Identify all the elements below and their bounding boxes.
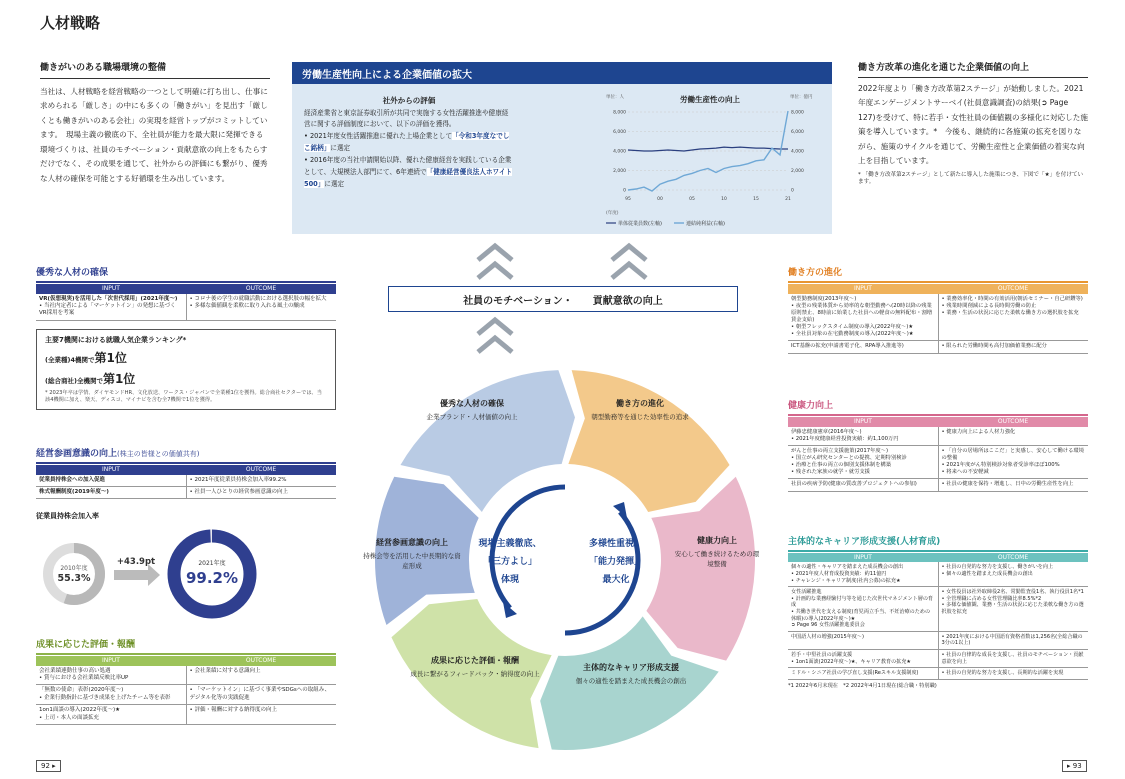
seg-talent	[412, 398, 532, 423]
x-tick-label: 95	[625, 197, 631, 202]
seg-work-sub: 朝型勤務等を通じた効率性の追求	[591, 413, 689, 421]
external-eval-body: 経済産業省と東京証券取引所が共同で実施する女性活躍推進や健康経営に関する評価制度において、以下の評価を獲得。	[304, 108, 509, 129]
rank1-big: 第1位	[94, 350, 127, 365]
mgmt-r2-in: 株式報酬制度(2019年度～)	[39, 489, 109, 496]
input-header: INPUT	[788, 553, 938, 563]
eval-r2-out: • 「マーケットイン」に基づく事業やSDGsへの取組み、デジタル化等の実践促進	[186, 685, 336, 705]
y-left-tick: 2,000	[613, 169, 626, 174]
health-table	[788, 417, 1088, 492]
career-r3-in: 中国語人材の増強(2015年度～)	[788, 631, 938, 649]
y-left-tick: 8,000	[613, 110, 626, 116]
eval-r1-in: 会社業績連動仕事の高い処遇 • 賞与における会社業績反映比率UP	[36, 666, 186, 685]
talent-r1-in-sub: • 当社内定者による「マーケットイン」の発想に基づくVR採用を考案	[39, 303, 176, 317]
y-right-tick: 6,000	[791, 130, 804, 135]
productivity-chart	[604, 90, 824, 232]
y-right-tick: 4,000	[791, 149, 804, 155]
eval-r2-in: 「無数の使命」表彰(2020年度～) • 企業行動指針に基づき成果を上げたチーム等を表彰	[36, 685, 186, 705]
career-r5-out: • 社員の自発的な努力を支援し、長期的な活躍を実現	[938, 668, 1088, 680]
y-left-tick: 6,000	[613, 130, 626, 135]
career-title: 主体的なキャリア形成支援(人材育成)	[788, 537, 941, 547]
ranking-title: 主要7機関における就職人気企業ランキング*	[45, 335, 187, 344]
health-r2-in: がんと仕事の両立支援施策(2017年度～) • 国立がん研究センターとの提携、定期特別検診 • 治療と仕事の両立の個別支援体制を構築 • 残された家族の就学・就労支援	[788, 445, 938, 479]
page-right-num: 93	[1072, 762, 1082, 770]
seg-talent-sub: 企業ブランド・人材価値の向上	[426, 413, 518, 421]
external-eval	[304, 94, 514, 191]
health-section	[788, 398, 1088, 492]
input-header: INPUT	[788, 284, 938, 294]
arrow-right-icon	[114, 564, 160, 586]
core-left-1: 現場主義徹底、	[478, 539, 542, 549]
work-r1-out: • 業務効率化・時間の有効活用(朝活セミナー・自己研鑽等) • 残業時間削減による長時間労働の防止 • 業務・生活の状況に応じた柔軟な働き方の選択肢を拡充	[938, 294, 1088, 341]
seg-work-title: 働き方の進化	[616, 399, 664, 408]
seg-career-title: 主体的なキャリア形成支援	[583, 663, 679, 672]
core-right-1: 多様性重視、	[588, 539, 643, 549]
eval-bullet2: • 2016年度の当社申請開始以降、優れた健康経営を実践している企業として、大規模法人部門にて、6年連続で	[304, 155, 512, 176]
donut-2021-value: 99.2%	[185, 569, 239, 587]
outcome-header: OUTCOME	[938, 417, 1088, 427]
talent-section	[36, 265, 336, 410]
rank2-pre: (総合商社)全機関で	[45, 376, 103, 385]
work-section	[788, 265, 1088, 354]
chart-ylabel-left: 単位：人	[606, 95, 624, 100]
up-chevrons-left	[470, 240, 520, 285]
mgmt-r2-out: • 社員一人ひとりの経営参画意識の向上	[186, 487, 336, 499]
right-note: * 「働き方改革第2ステージ」として新たに導入した施策につき、下図で「★」を付けています。	[858, 171, 1084, 186]
left-intro	[40, 60, 270, 186]
ranking-note: * 2023年卒は学情、ダイヤモンドHR、文化放送、ワークス・ジャパンで全業種1位を獲得。総合商社セクターでは、当該4機関に加え、楽天、ディスコ、マイナビを含む全7機関で1位を獲得。	[45, 389, 322, 403]
seg-work	[590, 398, 690, 423]
outcome-header: OUTCOME	[186, 284, 336, 294]
work-title: 働き方の進化	[788, 268, 843, 278]
y-right-tick: 0	[791, 188, 794, 194]
ranking-box	[36, 329, 336, 410]
outcome-header: OUTCOME	[938, 553, 1088, 563]
nadeshiko-highlight: 「令和3年度なでしこ銘柄」	[304, 132, 510, 153]
chart-title: 労働生産性の向上	[680, 95, 740, 104]
page-left-num: 92	[41, 762, 50, 770]
eval-section	[36, 637, 336, 725]
eval-bullet1-end: に選定	[330, 144, 351, 153]
y-left-tick: 0	[623, 188, 626, 194]
chart-x-hint: (年度)	[606, 211, 619, 216]
up-chevrons-right	[604, 240, 654, 285]
outcome-header: OUTCOME	[186, 465, 336, 475]
series-employees-line	[628, 147, 788, 151]
outcome-header: OUTCOME	[938, 284, 1088, 294]
diff-label: +43.9pt	[116, 557, 156, 567]
outcome-header: OUTCOME	[186, 656, 336, 666]
talent-r1-in-head: VR(仮想現実)を活用した「次世代採用」(2021年度～)	[39, 295, 178, 302]
mgmt-title: 経営参画意識の向上	[36, 449, 118, 459]
career-r4-in: 若手・中堅社員の活躍支援 • 1on1面談(2022年度～)★、キャリア教育の拡充★	[788, 650, 938, 668]
membership-donuts	[36, 528, 276, 623]
seg-talent-title: 優秀な人材の確保	[440, 399, 504, 408]
work-r2-out: • 限られた労働時間も高付加価値業務に配分	[938, 341, 1088, 353]
mgmt-r1-out: • 2021年度従業員持株会加入率99.2%	[186, 475, 336, 487]
talent-title: 優秀な人材の確保	[36, 268, 109, 278]
x-tick-label: 00	[657, 197, 663, 202]
eval-bullet1: • 2021年度女性活躍推進に優れた上場企業として	[304, 132, 453, 141]
x-tick-label: 10	[721, 197, 727, 202]
right-body: 2022年度より「働き方改革第2ステージ」が始動しました。2021年度エンゲージメントサーベイ(社員意識調査)の結果(➲ Page 127)を受けて、特に若手・女性社員の価値観の多様化に対応した施策を導入しています。* 今後も、継続的に各施策の拡充を図りながら、施策のサイクルを通じて、労働生産性と企業価値の着実な向上を目指しています。	[858, 84, 1088, 166]
x-tick-label: 05	[689, 197, 695, 202]
health-r3-in: 社員の疾病予防(健康の質改善プロジェクトへの参加)	[788, 479, 938, 491]
career-r1-out: • 社員の自発的な努力を支援し、働きがいを向上 • 個々の適性を踏まえた成長機会の創出	[938, 562, 1088, 586]
seg-mgmt	[362, 537, 462, 572]
health-title: 健康力向上	[788, 401, 834, 411]
core-left-text	[470, 535, 550, 589]
x-tick-label: 15	[753, 197, 759, 202]
eval-r1-out: • 会社業績に対する意識向上	[186, 666, 336, 685]
rate-title: 従業員持株会加入率	[36, 512, 99, 521]
eval-r3-in: 1on1面談の導入(2022年度～)★ • 上司・本人の面談拡充	[36, 705, 186, 725]
health-r3-out: • 社員の健康を保持・増進し、日中の労働生産性を向上	[938, 479, 1088, 491]
left-body: 当社は、人材戦略を経営戦略の一つとして明確に打ち出し、仕事に求められる「厳しさ」の中にも多くの「働きがい」を見出す「厳しくとも働きがいのある会社」の実現を経営トップがコミットしています。 現場主義の徹底の下、全社員が能力を最大限に発揮できる環境づくりは、社員のモチベーション・貢献意欲の向上をもたらすだけでなく、その成果を通じて、社外からの評価にも繋がり、優秀な人材の確保を可能とする好循環を生み出しています。	[40, 87, 268, 183]
page-number-left: 92 ▸	[36, 760, 61, 772]
career-table	[788, 553, 1088, 680]
career-section	[788, 534, 1088, 690]
mgmt-table	[36, 465, 336, 500]
seg-mgmt-title: 経営参画意識の向上	[376, 538, 448, 547]
core-left-3: 体現	[500, 575, 519, 585]
mgmt-r1-in: 従業員持株会への加入促進	[39, 476, 106, 483]
seg-eval	[410, 655, 540, 680]
career-r2-out: • 女性役員は社外取締役2名、常勤監査役1名、執行役員1名*1 • 全管理職に占める女性管理職比率8.5%*2 • 多様な価値観、業務・生活の状況に応じた柔軟な働き方の選択肢を拡充	[938, 587, 1088, 632]
value-box-title: 労働生産性向上による企業価値の拡大	[292, 62, 832, 84]
legend-employees: 単体従業員数(左軸)	[618, 221, 662, 227]
eval-bullet2-end: に選定	[324, 179, 345, 188]
core-right-3: 最大化	[602, 575, 630, 585]
seg-eval-sub: 成長に繋がるフィードバック・納得度の向上	[410, 670, 540, 678]
career-footnote: *1 2022年6月末現在 *2 2022年4月1日現在(総合職・特別職)	[788, 682, 937, 689]
white500-highlight: 「健康経営優良法人ホワイト500」	[304, 167, 513, 188]
y-right-tick: 2,000	[791, 169, 804, 174]
mgmt-subtitle: (株主の皆様との価値共有)	[117, 450, 200, 458]
right-intro	[858, 60, 1088, 187]
career-r3-out: • 2021年度における中国語有資格者数は1,256名(全総合職の3分の1以上)	[938, 631, 1088, 649]
seg-mgmt-sub: 持株会等を活用した中長期的な資産形成	[363, 552, 461, 570]
seg-health	[672, 535, 762, 570]
y-left-tick: 4,000	[613, 149, 626, 155]
seg-health-sub: 安心して働き続けるための環境整備	[674, 550, 760, 568]
career-r4-out: • 社員の自律的な成長を支援し、社員のモチベーション・貢献意欲を向上	[938, 650, 1088, 668]
right-heading: 働き方改革の進化を通じた企業価値の向上	[858, 63, 1030, 73]
seg-health-title: 健康力向上	[697, 536, 737, 545]
page-number-right: ▸ 93	[1062, 760, 1087, 772]
rank1-pre: (全業種)4機関で	[45, 355, 95, 364]
eval-title: 成果に応じた評価・報酬	[36, 640, 136, 650]
talent-r1-out: • コロナ後の学生の就職活動における選択肢の幅を拡大 • 多様な価値観を柔軟に取り入れる風土の醸成	[186, 294, 336, 321]
core-right-text	[576, 535, 656, 589]
mgmt-section	[36, 446, 336, 521]
y-right-tick: 8,000	[791, 110, 804, 116]
chart-ylabel-right: 単位：億円	[790, 95, 813, 100]
donut-2010-year: 2010年度	[60, 565, 88, 572]
career-r5-in: ミドル・シニア社員の学び直し支援(Reスキル支援制度)	[788, 668, 938, 680]
input-header: INPUT	[36, 465, 186, 475]
eval-table	[36, 656, 336, 726]
page-title: 人材戦略	[40, 14, 101, 32]
input-header: INPUT	[788, 417, 938, 427]
seg-eval-title: 成果に応じた評価・報酬	[431, 656, 519, 665]
external-eval-head: 社外からの評価	[382, 96, 436, 105]
health-r2-out: • 「自分の居場所はここだ」と実感し、安心して働ける環境の整備 • 2021年度がん特別検診対象者受診率ほぼ100% • 将来への不安軽減	[938, 445, 1088, 479]
health-r1-out: • 健康力向上による人材力強化	[938, 427, 1088, 446]
work-table	[788, 284, 1088, 354]
seg-career	[566, 662, 696, 687]
work-r2-in: ICT基盤の拡充(申請書電子化、RPA導入推進等)	[788, 341, 938, 353]
seg-career-sub: 個々の適性を踏まえた成長機会の創出	[575, 677, 687, 685]
career-r2-in: 女性活躍推進 • 計画的な業務経験付与等を通じた次世代マネジメント層の育成 • 共働き世代を支える制度(育児両立手当、不妊治療のための休暇)の導入(2022年度～)★ ➲ Page 96 女性活躍推進委員会	[788, 587, 938, 632]
input-header: INPUT	[36, 284, 186, 294]
core-right-2: 「能力発揮」	[588, 557, 643, 567]
rank2-big: 第1位	[102, 371, 136, 386]
left-heading: 働きがいのある職場環境の整備	[40, 63, 167, 73]
donut-2010-value: 55.3%	[57, 573, 91, 584]
career-r1-in: 個々の適性・キャリアを踏まえた成長機会の創出 • 2021年度人材育成投資実績：約11億円 • チャレンジ・キャリア制度(社内公募)の拡充★	[788, 562, 938, 586]
donut-2021-year: 2021年度	[198, 560, 226, 567]
legend-profit: 連結純利益(右軸)	[686, 221, 725, 227]
core-left-2: 「三方よし」	[482, 557, 537, 567]
input-header: INPUT	[36, 656, 186, 666]
eval-r3-out: • 評価・報酬に対する納得度の向上	[186, 705, 336, 725]
motivation-box: 社員のモチベーション・ 貢献意欲の向上	[388, 286, 738, 312]
health-r1-in: 伊藤忠健康憲章(2016年度～) • 2021年度健康経営投資実績：約1,100万円	[788, 427, 938, 446]
talent-table	[36, 284, 336, 321]
value-box	[292, 62, 832, 234]
x-tick-label: 21	[785, 197, 791, 202]
work-r1-in: 朝型勤務制度(2013年度～) • 夜型の残業体質から効率的な朝型勤務へ(20時以降の残業原則禁止、8時前に始業した社員への軽食の無料配布・割増賃金支給) • 朝型フレックスタイム制度の導入(2022年度～)★ • 全社員対象の在宅勤務制度の導入(2022年度～)★	[788, 294, 938, 341]
